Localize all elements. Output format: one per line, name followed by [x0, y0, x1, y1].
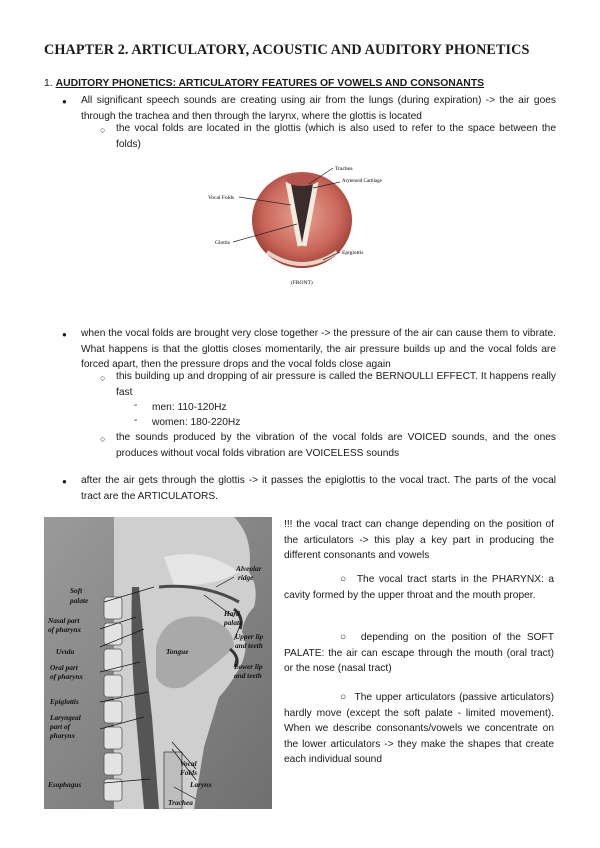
right-col-paragraph-4: ○ The upper articulators (passive articulators) hardly move (except the soft palate - limited movement). When we describe consonants/vowels we concentrate on the lower articulators -> they make the shapes that create each individual sound: [284, 692, 554, 765]
glottis-diagram: [205, 160, 405, 290]
label-laryngeal-pharynx-2: part of: [50, 722, 71, 731]
arytenoid-shape: [286, 174, 318, 186]
label-epiglottis: Epiglottis: [50, 697, 79, 706]
circle-bullet-icon: ○: [100, 125, 106, 135]
label-upper-lip-2: and teeth: [235, 641, 263, 650]
label-vocal-folds-1: Vocal: [180, 759, 197, 768]
chapter-title: CHAPTER 2. ARTICULATORY, ACOUSTIC AND AUDITORY PHONETICS: [44, 42, 530, 58]
bullet2-subpoint-bernoulli: this building up and dropping of air pressure is called the BERNOULLI EFFECT. It happens really fast: [116, 371, 556, 398]
label-front: (FRONT): [291, 280, 313, 286]
dash-icon: -: [134, 415, 138, 426]
bullet2-text: when the vocal folds are brought very close together -> the pressure of the air can cause them to vibrate. What happens is that the glottis closes momentarily, the air pressure builds up and the vocal folds are forced apart, then the pressure drops and the vocal folds close again: [81, 328, 556, 370]
label-hard-palate-2: palate: [224, 618, 243, 627]
label-alveolar-ridge-1: Alveolar: [236, 564, 262, 573]
label-vocal-folds: Vocal Folds: [208, 195, 235, 201]
label-larynx: Larynx: [190, 780, 212, 789]
bullet1-text: All significant speech sounds are creating using air from the lungs (during expiration) -> the air goes through the trachea and then through the larynx, where the glottis is located: [81, 95, 556, 122]
label-esophagus: Esophagus: [48, 780, 82, 789]
bullet2-subpoint-voiced: the sounds produced by the vibration of the vocal folds are VOICED sounds, and the ones produces without vocal folds vibration are VOICELESS sounds: [116, 432, 556, 459]
bullet-icon: ●: [62, 330, 67, 339]
label-nasal-pharynx-1: Nasal part: [48, 616, 80, 625]
label-nasal-pharynx-2: of pharynx: [48, 625, 82, 634]
frequency-women: women: 180-220Hz: [152, 417, 241, 428]
section-number: 1.: [44, 78, 53, 89]
dash-icon: -: [134, 400, 138, 411]
label-hard-palate-1: Hard: [224, 609, 240, 618]
label-alveolar-ridge-2: ridge: [238, 573, 254, 582]
label-soft-palate-2: palate: [70, 596, 89, 605]
label-lower-lip-1: Lower lip: [234, 662, 263, 671]
right-col-paragraph-2: ○ The vocal tract starts in the PHARYNX: a cavity formed by the upper throat and the mouth proper.: [284, 574, 554, 601]
circle-bullet-icon: ○: [100, 373, 106, 383]
label-oral-pharynx-1: Oral part: [50, 663, 78, 672]
frequency-men: men: 110-120Hz: [152, 402, 227, 413]
bullet1-subpoint: the vocal folds are located in the glottis (which is also used to refer to the space between the folds): [116, 123, 556, 150]
bullet-icon: ●: [62, 97, 67, 106]
circle-bullet-icon: ○: [340, 574, 357, 585]
circle-bullet-icon: ○: [100, 434, 106, 444]
circle-bullet-icon: ○: [340, 692, 355, 703]
label-upper-lip-1: Upper lip: [235, 632, 264, 641]
section-heading-text: AUDITORY PHONETICS: ARTICULATORY FEATURES OF VOWELS AND CONSONANTS: [55, 78, 485, 89]
bullet3-text: after the air gets through the glottis -> it passes the epiglottis to the vocal tract. The parts of the vocal tract are the ARTICULATORS.: [81, 475, 556, 502]
bullet-icon: ●: [62, 477, 67, 486]
label-vocal-folds-2: Folds: [180, 768, 198, 777]
label-glottis: Glottis: [215, 240, 230, 246]
label-trachea: Trachea: [335, 166, 353, 172]
label-laryngeal-pharynx-3: pharynx: [50, 731, 76, 740]
label-oral-pharynx-2: of pharynx: [50, 672, 84, 681]
label-epiglottis: Epiglottis: [342, 250, 364, 256]
label-arytenoid: Arytenoid Cartilage: [342, 179, 382, 184]
label-soft-palate-1: Soft: [70, 586, 83, 595]
label-trachea: Trachea: [168, 798, 193, 807]
label-tongue: Tongue: [166, 647, 189, 656]
right-col-paragraph-3: ○ depending on the position of the SOFT PALATE: the air can escape through the mouth (oral tract) or the nose (nasal tract): [284, 632, 554, 674]
label-uvula: Uvula: [56, 647, 75, 656]
label-lower-lip-2: and teeth: [234, 671, 262, 680]
section-heading: [44, 78, 484, 89]
vocal-tract-diagram: [44, 517, 272, 809]
label-laryngeal-pharynx-1: Laryngeal: [50, 713, 81, 722]
right-col-paragraph-1: !!! the vocal tract can change depending on the position of the articulators -> this play a key part in producing the different consonants and vowels: [284, 519, 554, 561]
circle-bullet-icon: ○: [340, 632, 361, 643]
